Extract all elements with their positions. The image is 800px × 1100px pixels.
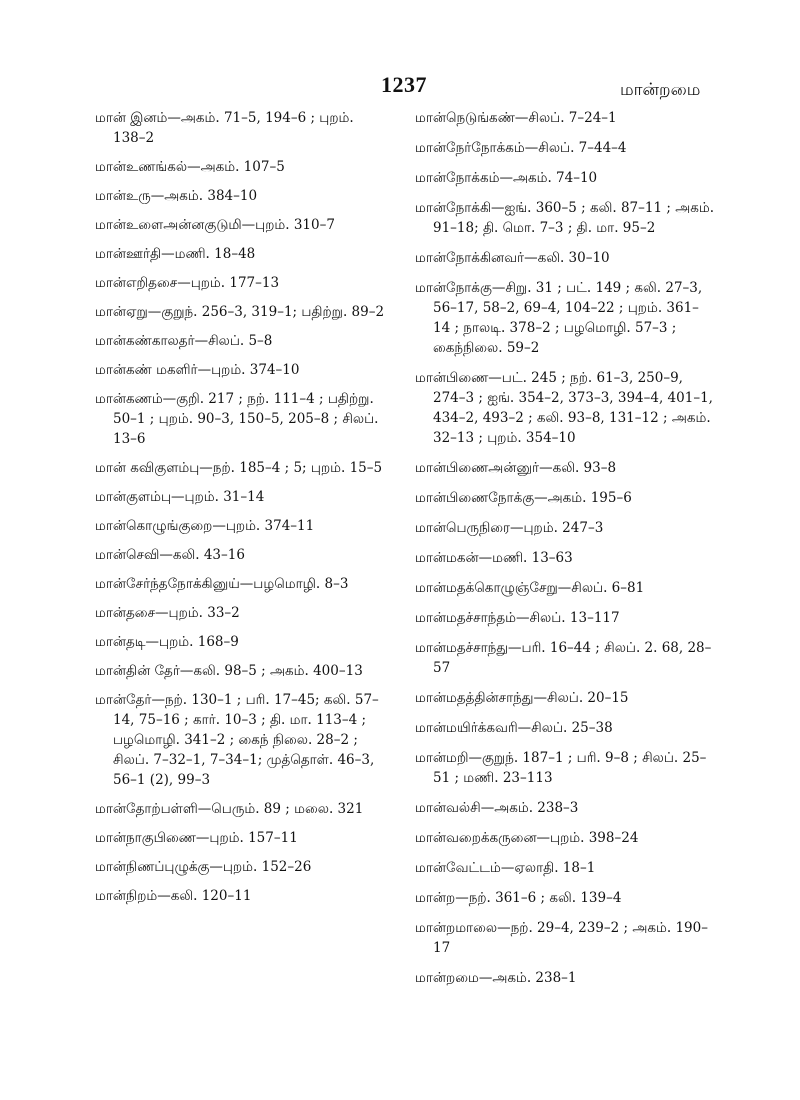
index-entry: மான்நோக்கினவர்—கலி. 30–10 bbox=[415, 250, 610, 266]
index-entry: மான்ற—நற். 361–6 ; கலி. 139–4 bbox=[415, 890, 622, 906]
index-entry: மான்கொழுங்குறை—புறம். 374–11 bbox=[95, 518, 315, 534]
index-entry: மான்தடி—புறம். 168–9 bbox=[95, 634, 239, 650]
index-entry: மான்வல்சி—அகம். 238–3 bbox=[415, 800, 579, 816]
index-entry: மான்ஊர்தி—மணி. 18–48 bbox=[95, 246, 256, 262]
index-entry: மான்நோக்கு—சிறு. 31 ; பட். 149 ; கலி. 27–3, 56–17, 58–2, 69–4, 104–22 ; புறம். 361–14 ; நாலடி. 378–2 ; பழமொழி. 57–3 ; கைந்நிலை. 59–2 bbox=[415, 280, 703, 356]
index-entry: மான்மறி—குறுந். 187–1 ; பரி. 9–8 ; சிலப். 25–51 ; மணி. 23–113 bbox=[415, 750, 707, 786]
index-entry: மான்கணம்—குறி. 217 ; நற். 111–4 ; பதிற்று. 50–1 ; புறம். 90–3, 150–5, 205–8 ; சிலப். 13–6 bbox=[95, 391, 379, 447]
index-entry: மான்நாகுபிணை—புறம். 157–11 bbox=[95, 830, 298, 846]
index-entry: மான்பெருநிரை—புறம். 247–3 bbox=[415, 520, 604, 536]
index-entry: மான்மகன்—மணி. 13–63 bbox=[415, 550, 573, 566]
index-entry: மான்மதச்சாந்து—பரி. 16–44 ; சிலப். 2. 68, 28–57 bbox=[415, 640, 712, 676]
index-entry: மான்தின் தேர்—கலி. 98–5 ; அகம். 400–13 bbox=[95, 663, 363, 679]
index-column-right bbox=[415, 108, 715, 998]
running-head: மான்றமை bbox=[620, 80, 701, 100]
index-entry: மான்வறைக்கருனை—புறம். 398–24 bbox=[415, 830, 639, 846]
index-entry: மான்செவி—கலி. 43–16 bbox=[95, 547, 245, 563]
index-entry: மான்தோற்பள்ளி—பெரும். 89 ; மலை. 321 bbox=[95, 801, 364, 817]
index-entry: மான்மயிர்க்கவரி—சிலப். 25–38 bbox=[415, 720, 613, 736]
index-entry: மான்மதத்தின்சாந்து—சிலப். 20–15 bbox=[415, 690, 629, 706]
index-entry: மான்வேட்டம்—ஏலாதி. 18–1 bbox=[415, 860, 596, 876]
page-number: 1237 bbox=[381, 72, 427, 97]
index-entry: மான்கண் மகளிர்—புறம். 374–10 bbox=[95, 362, 300, 378]
index-entry: மான்தசை—புறம். 33–2 bbox=[95, 605, 240, 621]
index-entry: மான்ஏறு—குறுந். 256–3, 319–1; பதிற்று. 89–2 bbox=[95, 304, 385, 320]
index-entry: மான்தேர்—நற். 130–1 ; பரி. 17–45; கலி. 57–14, 75–16 ; கார். 10–3 ; தி. மா. 113–4 ; பழமொழி. 341–2 ; கைந் நிலை. 28–2 ; சிலப். 7–32–1, 7–34–1; முத்தொள். 46–3, 56–1 (2), 99–3 bbox=[95, 692, 379, 788]
index-entry: மான்றமாலை—நற். 29–4, 239–2 ; அகம். 190–17 bbox=[415, 920, 708, 956]
index-entry: மான்நேர்நோக்கம்—சிலப். 7–44–4 bbox=[415, 140, 627, 156]
index-entry: மான்உளைஅன்னகுடுமி—புறம். 310–7 bbox=[95, 217, 335, 233]
index-entry: மான்கண்காலதர்—சிலப். 5–8 bbox=[95, 333, 273, 349]
index-entry: மான்பிணை—பட். 245 ; நற். 61–3, 250–9, 274–3 ; ஐங். 354–2, 373–3, 394–4, 401–1, 434–2, 493–2 ; கலி. 93–8, 131–12 ; அகம். 32–13 ; புறம். 354–10 bbox=[415, 370, 713, 446]
index-entry: மான் கவிகுளம்பு—நற். 185–4 ; 5; புறம். 15–5 bbox=[95, 460, 383, 476]
index-entry: மான்நெடுங்கண்—சிலப். 7–24–1 bbox=[415, 110, 617, 126]
index-entry: மான்மதச்சாந்தம்—சிலப். 13–117 bbox=[415, 610, 620, 626]
index-entry: மான்சேர்ந்தநோக்கினுய்—பழமொழி. 8–3 bbox=[95, 576, 349, 592]
index-entry: மான்றமை—அகம். 238–1 bbox=[415, 970, 577, 986]
index-column-left bbox=[95, 108, 385, 915]
index-entry: மான்நோக்கி—ஐங். 360–5 ; கலி. 87–11 ; அகம். 91–18; தி. மொ. 7–3 ; தி. மா. 95–2 bbox=[415, 200, 714, 236]
index-entry: மான் இனம்—அகம். 71–5, 194–6 ; புறம். 138–2 bbox=[95, 110, 354, 146]
index-entry: மான்நோக்கம்—அகம். 74–10 bbox=[415, 170, 598, 186]
index-entry: மான்எறிதசை—புறம். 177–13 bbox=[95, 275, 280, 291]
index-entry: மான்குளம்பு—புறம். 31–14 bbox=[95, 489, 265, 505]
index-entry: மான்பிணைநோக்கு—அகம். 195–6 bbox=[415, 490, 632, 506]
index-entry: மான்உணங்கல்—அகம். 107–5 bbox=[95, 159, 285, 175]
index-entry: மான்மதக்கொழுஞ்சேறு—சிலப். 6–81 bbox=[415, 580, 645, 596]
index-entry: மான்பிணைஅன்னுர்—கலி. 93–8 bbox=[415, 460, 617, 476]
index-entry: மான்நிறம்—கலி. 120–11 bbox=[95, 888, 252, 904]
index-entry: மான்நிணப்புழுக்கு—புறம். 152–26 bbox=[95, 859, 312, 875]
index-entry: மான்உரு—அகம். 384–10 bbox=[95, 188, 258, 204]
